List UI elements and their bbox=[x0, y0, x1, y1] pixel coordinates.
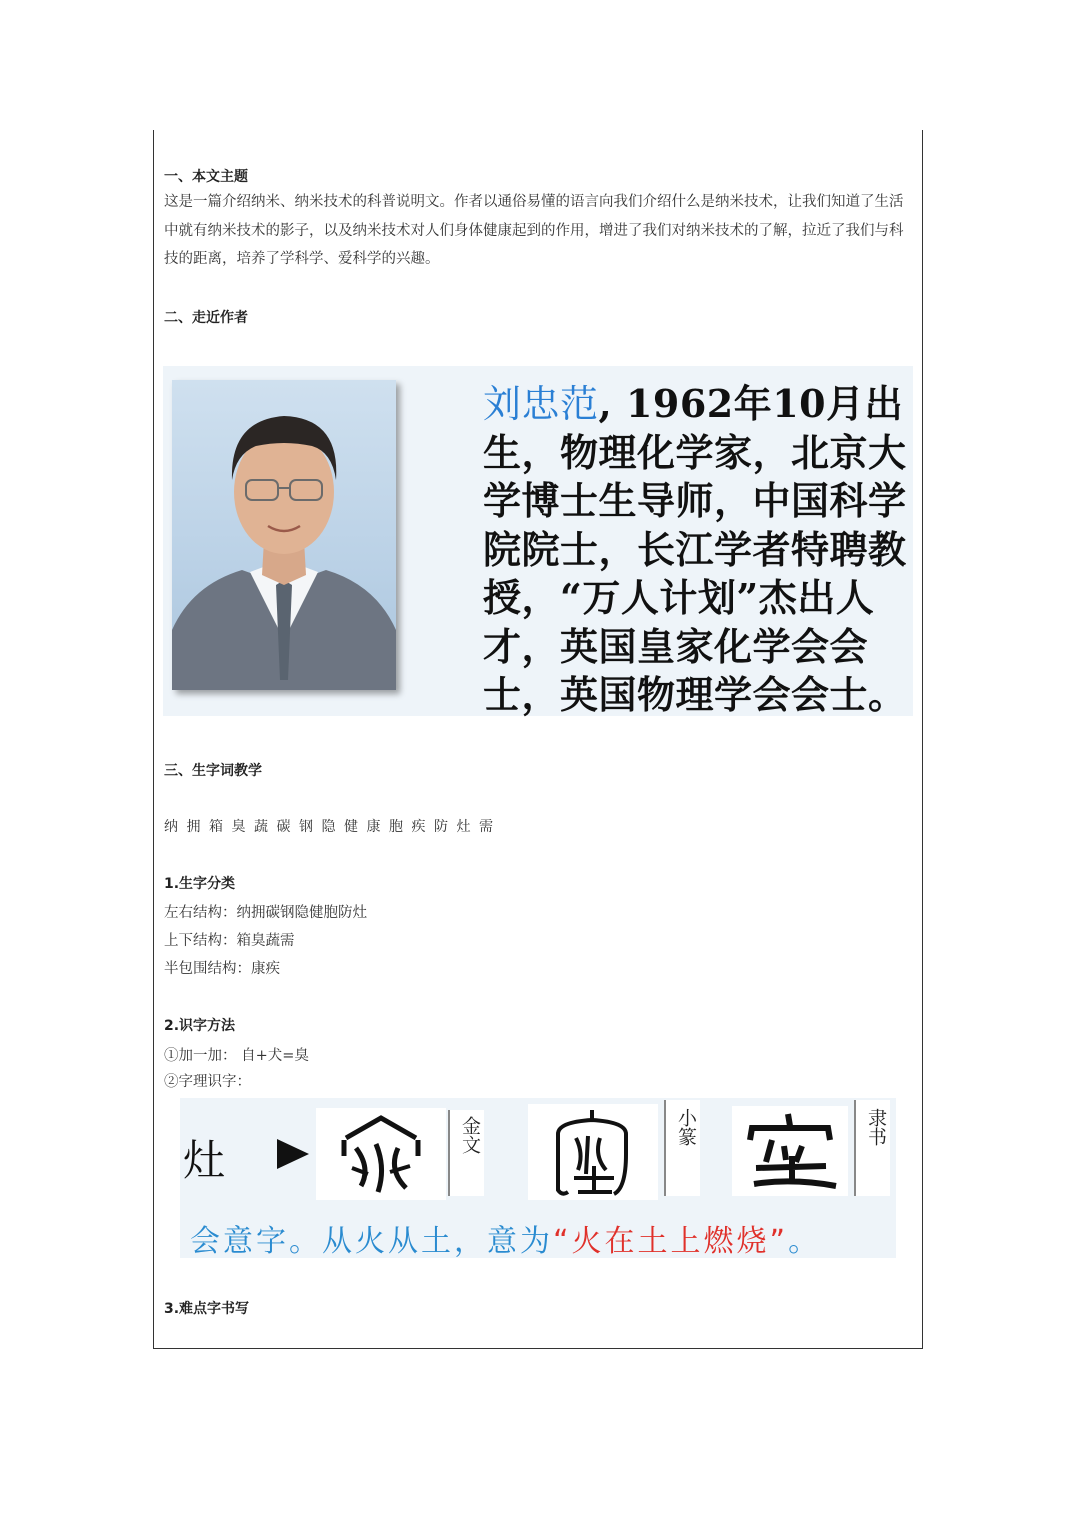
method-line-etymology: ②字理识字： bbox=[164, 1074, 251, 1090]
section-title-theme: 一、本文主题 bbox=[164, 169, 248, 185]
jinwen-glyph bbox=[316, 1108, 446, 1200]
lishu-glyph bbox=[732, 1106, 848, 1196]
theme-paragraph: 这是一篇介绍纳米、纳米技术的科普说明文。作者以通俗易懂的语言向我们介绍什么是纳米技术，让我们知道了生活中就有纳米技术的影子，以及纳米技术对人们身体健康起到的作用，增进了我们对纳米技术的了解，拉近了我们与科技的距离，培养了学科学、爱科学的兴趣。 bbox=[164, 194, 904, 267]
method-title: 2.识字方法 bbox=[164, 1018, 236, 1034]
label-xiaozhuan bbox=[664, 1100, 700, 1196]
author-bio bbox=[483, 380, 911, 720]
label-jinwen-text: 金文 bbox=[459, 1116, 481, 1154]
author-panel bbox=[163, 366, 913, 716]
classify-title: 1.生字分类 bbox=[164, 876, 236, 892]
zao-caption-quote: “火在土上燃烧” bbox=[553, 1224, 789, 1259]
classify-line-left-right: 左右结构：纳拥碳钢隐健胞防灶 bbox=[164, 905, 367, 921]
classify-line-half-enclosed: 半包围结构：康疾 bbox=[164, 961, 280, 977]
zao-etymology-panel bbox=[180, 1098, 896, 1258]
label-jinwen bbox=[448, 1110, 484, 1196]
method-line-add: ①加一加： 自+犬=臭 bbox=[164, 1048, 309, 1064]
arrow-right-icon bbox=[277, 1139, 309, 1169]
section-title-vocab: 三、生字词教学 bbox=[164, 763, 262, 779]
author-photo bbox=[172, 380, 396, 690]
label-xiaozhuan-text: 小篆 bbox=[675, 1108, 697, 1146]
zao-character: 灶 bbox=[183, 1136, 226, 1185]
label-lishu bbox=[854, 1100, 890, 1196]
zao-caption-end: 。 bbox=[788, 1224, 822, 1259]
label-lishu-text: 隶书 bbox=[865, 1108, 887, 1146]
classify-line-top-bottom: 上下结构：箱臭蔬需 bbox=[164, 933, 295, 949]
new-characters-list: 纳拥箱臭蔬碳钢隐健康胞疾防灶需 bbox=[164, 819, 502, 835]
xiaozhuan-glyph bbox=[528, 1104, 658, 1200]
difficult-title: 3.难点字书写 bbox=[164, 1301, 250, 1317]
zao-caption-main: 会意字。从火从土，意为 bbox=[190, 1224, 553, 1259]
section-title-author: 二、走近作者 bbox=[164, 310, 248, 326]
author-bio-text: , 1962年10月出生，物理化学家，北京大学博士生导师，中国科学院院士，长江学者特聘教授，“万人计划”杰出人才，英国皇家化学会会士，英国物理学会会士。 bbox=[483, 381, 907, 717]
zao-caption bbox=[190, 1216, 821, 1260]
author-name: 刘忠范 bbox=[483, 382, 599, 426]
